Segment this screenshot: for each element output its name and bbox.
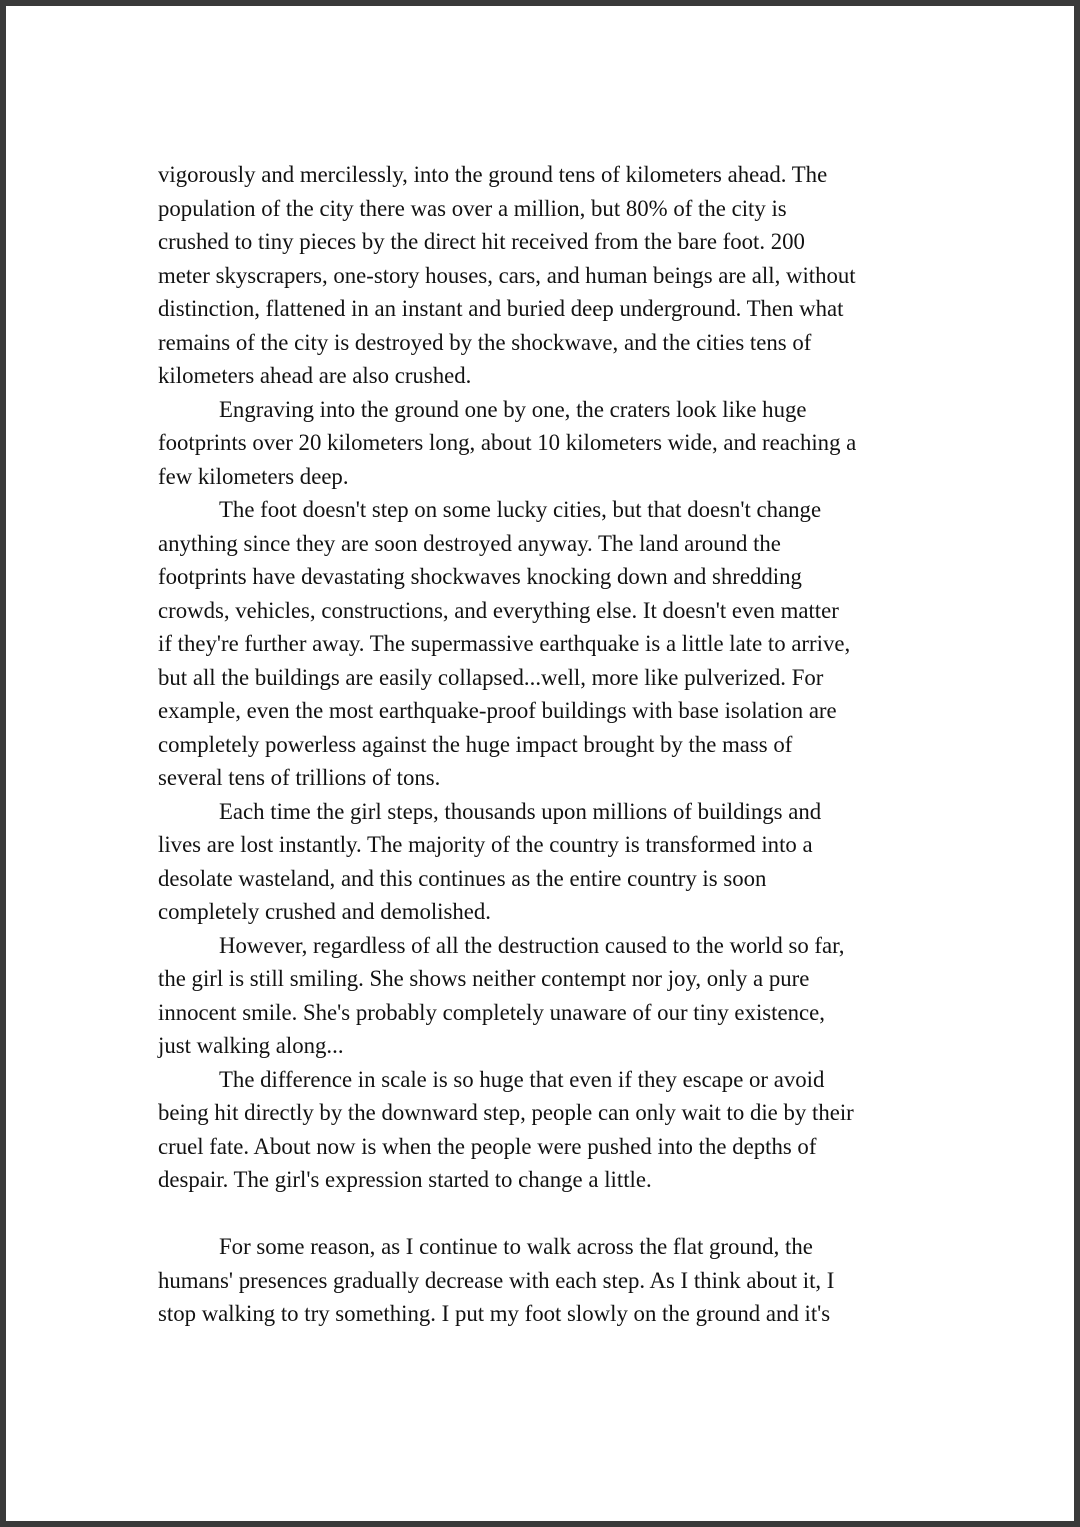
text-line: The difference in scale is so huge that even if they escape or avoid xyxy=(219,1066,825,1092)
text-line: kilometers ahead are also crushed. xyxy=(158,363,472,388)
text-line: However, regardless of all the destruction caused to the world so far, xyxy=(219,932,845,958)
text-line: remains of the city is destroyed by the shockwave, and the cities tens of xyxy=(158,329,812,355)
text-line: few kilometers deep. xyxy=(158,463,349,489)
text-line: distinction, flattened in an instant and buried deep underground. Then what xyxy=(158,296,844,321)
text-line: Engraving into the ground one by one, the craters look like huge xyxy=(219,396,807,422)
paragraph xyxy=(158,393,958,494)
text-line: the girl is still smiling. She shows neither contempt nor joy, only a pure xyxy=(158,966,810,991)
text-line: just walking along... xyxy=(158,1033,344,1058)
text-line: several tens of trillions of tons. xyxy=(158,765,441,790)
paragraph xyxy=(158,795,958,929)
text-line: crushed to tiny pieces by the direct hit received from the bare foot. 200 xyxy=(158,229,805,254)
text-line: innocent smile. She's probably completely unaware of our tiny existence, xyxy=(158,999,825,1025)
text-line: cruel fate. About now is when the people were pushed into the depths of xyxy=(158,1133,817,1159)
text-line: despair. The girl's expression started to change a little. xyxy=(158,1167,652,1192)
text-line: humans' presences gradually decrease with each step. As I think about it, I xyxy=(158,1267,835,1293)
page-text xyxy=(158,158,958,1331)
text-line: footprints over 20 kilometers long, about 10 kilometers wide, and reaching a xyxy=(158,430,857,455)
text-line: but all the buildings are easily collapsed...well, more like pulverized. For xyxy=(158,664,824,690)
text-line: footprints have devastating shockwaves knocking down and shredding xyxy=(158,564,802,589)
text-line: lives are lost instantly. The majority of the country is transformed into a xyxy=(158,832,813,857)
paragraph xyxy=(158,493,958,795)
text-line: being hit directly by the downward step, people can only wait to die by their xyxy=(158,1100,854,1125)
text-line: vigorously and mercilessly, into the ground tens of kilometers ahead. The xyxy=(158,162,828,187)
text-line: crowds, vehicles, constructions, and everything else. It doesn't even matter xyxy=(158,597,839,623)
paragraph xyxy=(158,1063,958,1197)
text-line: completely powerless against the huge impact brought by the mass of xyxy=(158,731,793,757)
paragraph xyxy=(158,158,958,393)
text-line: completely crushed and demolished. xyxy=(158,899,491,924)
paragraph xyxy=(158,929,958,1063)
text-line: Each time the girl steps, thousands upon millions of buildings and xyxy=(219,798,822,824)
text-line: anything since they are soon destroyed anyway. The land around the xyxy=(158,530,781,556)
text-line: desolate wasteland, and this continues as the entire country is soon xyxy=(158,865,767,891)
text-line: For some reason, as I continue to walk across the flat ground, the xyxy=(219,1234,813,1259)
paragraph xyxy=(158,1230,958,1331)
text-line: if they're further away. The supermassive earthquake is a little late to arrive, xyxy=(158,631,851,656)
text-line: example, even the most earthquake-proof buildings with base isolation are xyxy=(158,698,837,723)
text-line: meter skyscrapers, one-story houses, cars, and human beings are all, without xyxy=(158,262,856,288)
text-line: stop walking to try something. I put my foot slowly on the ground and it's xyxy=(158,1301,831,1326)
text-line: The foot doesn't step on some lucky cities, but that doesn't change xyxy=(219,497,822,522)
text-line: population of the city there was over a million, but 80% of the city is xyxy=(158,195,787,221)
